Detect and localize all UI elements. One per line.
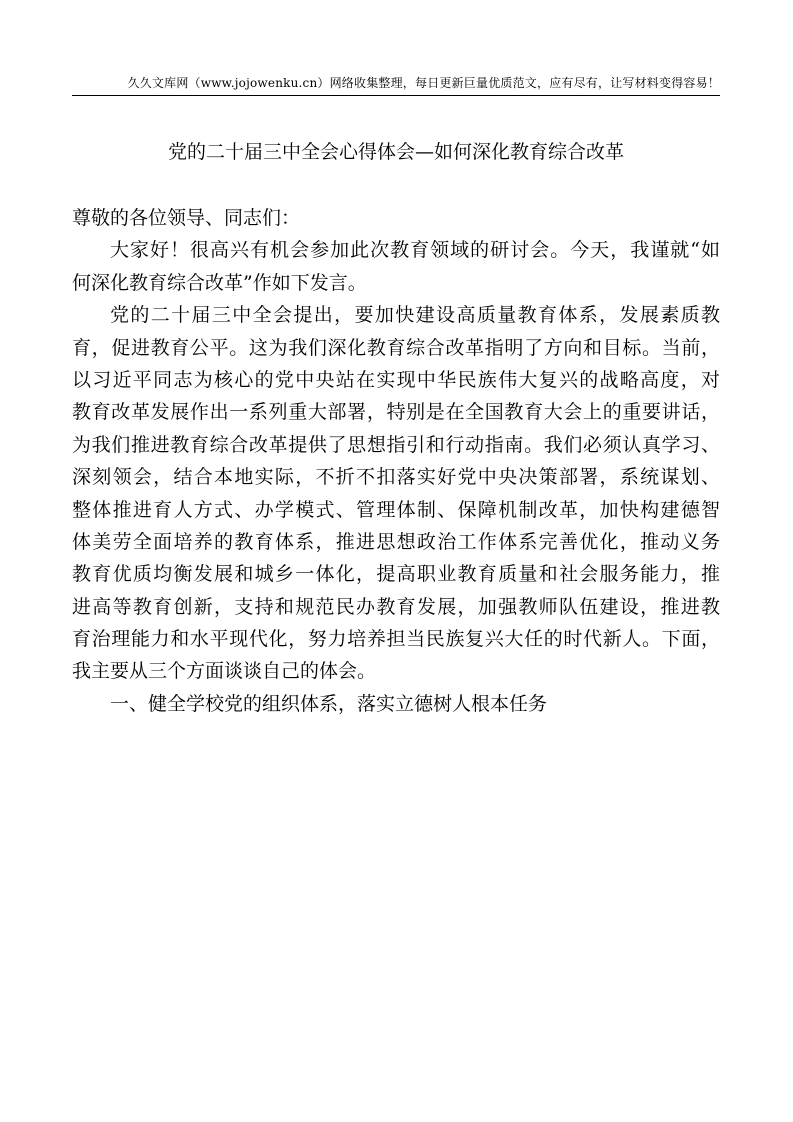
paragraph-line: 整体推进育人方式、办学模式、管理体制、保障机制改革，加快构建德智 (72, 498, 720, 521)
paragraph-line: 以习近平同志为核心的党中央站在实现中华民族伟大复兴的战略高度，对 (72, 368, 720, 391)
page-header: 久久文库网（www.jojowenku.cn）网络收集整理，每日更新巨量优质范文，应有尽有，让写材料变得容易！ (127, 76, 720, 90)
header-rule (72, 95, 720, 96)
salutation-line: 尊敬的各位领导、同志们： (72, 207, 301, 229)
paragraph-line: 教育改革发展作出一系列重大部署，特别是在全国教育大会上的重要讲话， (72, 401, 720, 424)
paragraph-line: 大家好！很高兴有机会参加此次教育领域的研讨会。今天，我谨就“如 (110, 239, 720, 262)
section-heading: 一、健全学校党的组织体系，落实立德树人根本任务 (110, 692, 548, 715)
paragraph-line: 我主要从三个方面谈谈自己的体会。 (72, 660, 377, 683)
document-body (72, 202, 720, 720)
paragraph-line: 党的二十届三中全会提出，要加快建设高质量教育体系，发展素质教 (110, 304, 720, 327)
paragraph-line: 何深化教育综合改革”作如下发言。 (72, 271, 367, 294)
paragraph-line: 深刻领会，结合本地实际，不折不扣落实好党中央决策部署，系统谋划、 (72, 466, 720, 489)
paragraph-line: 体美劳全面培养的教育体系，推进思想政治工作体系完善优化，推动义务 (72, 530, 720, 553)
paragraph-line: 育治理能力和水平现代化，努力培养担当民族复兴大任的时代新人。下面， (72, 628, 720, 651)
paragraph-line: 进高等教育创新，支持和规范民办教育发展，加强教师队伍建设，推进教 (72, 595, 720, 618)
document-title: 党的二十届三中全会心得体会—如何深化教育综合改革 (167, 141, 624, 163)
paragraph-line: 教育优质均衡发展和城乡一体化，提高职业教育质量和社会服务能力，推 (72, 563, 720, 586)
paragraph-line: 为我们推进教育综合改革提供了思想指引和行动指南。我们必须认真学习、 (72, 433, 720, 456)
paragraph-line: 育，促进教育公平。这为我们深化教育综合改革指明了方向和目标。当前， (72, 336, 720, 359)
